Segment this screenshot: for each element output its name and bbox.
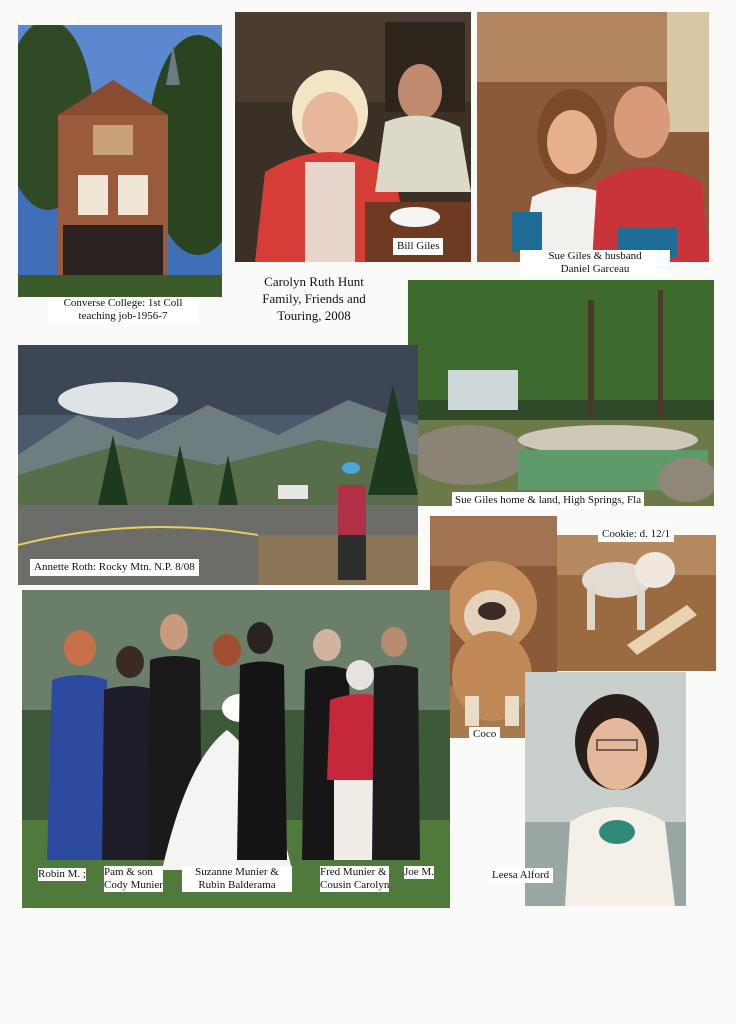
bill-giles-caption: Bill Giles (393, 238, 443, 255)
page-title (244, 273, 384, 324)
title-line: Carolyn Ruth Hunt (264, 274, 364, 289)
wedding-caption-pam: Pam & son Cody Munier (104, 866, 163, 891)
rocky-mountain-photo (18, 345, 418, 585)
cookie-dog-photo (557, 535, 716, 671)
converse-college-photo (18, 25, 222, 297)
sue-giles-caption: Sue Giles & husband Daniel Garceau (520, 250, 670, 276)
wedding-caption-fred: Fred Munier & Cousin Carolyn (320, 866, 390, 891)
bill-giles-photo (235, 12, 471, 262)
title-line: Touring, 2008 (277, 308, 351, 323)
title-line: Family, Friends and (262, 291, 366, 306)
wedding-caption-robin: Robin M. ; (38, 868, 86, 880)
rocky-mountain-caption: Annette Roth: Rocky Mtn. N.P. 8/08 (30, 559, 199, 576)
converse-caption: Converse College: 1st Coll teaching job-1956-7 (48, 297, 198, 323)
sue-giles-home-caption: Sue Giles home & land, High Springs, Fla (452, 492, 644, 509)
wedding-family-photo (22, 590, 450, 908)
coco-caption: Coco (469, 727, 500, 742)
sue-giles-husband-photo (477, 12, 709, 262)
wedding-caption-suzanne: Suzanne Munier & Rubin Balderama (182, 866, 292, 892)
sue-giles-home-photo (408, 280, 714, 506)
wedding-caption-joe: Joe M. (404, 866, 434, 878)
leesa-caption: Leesa Alford (488, 868, 553, 883)
cookie-caption: Cookie: d. 12/1 (598, 527, 674, 542)
